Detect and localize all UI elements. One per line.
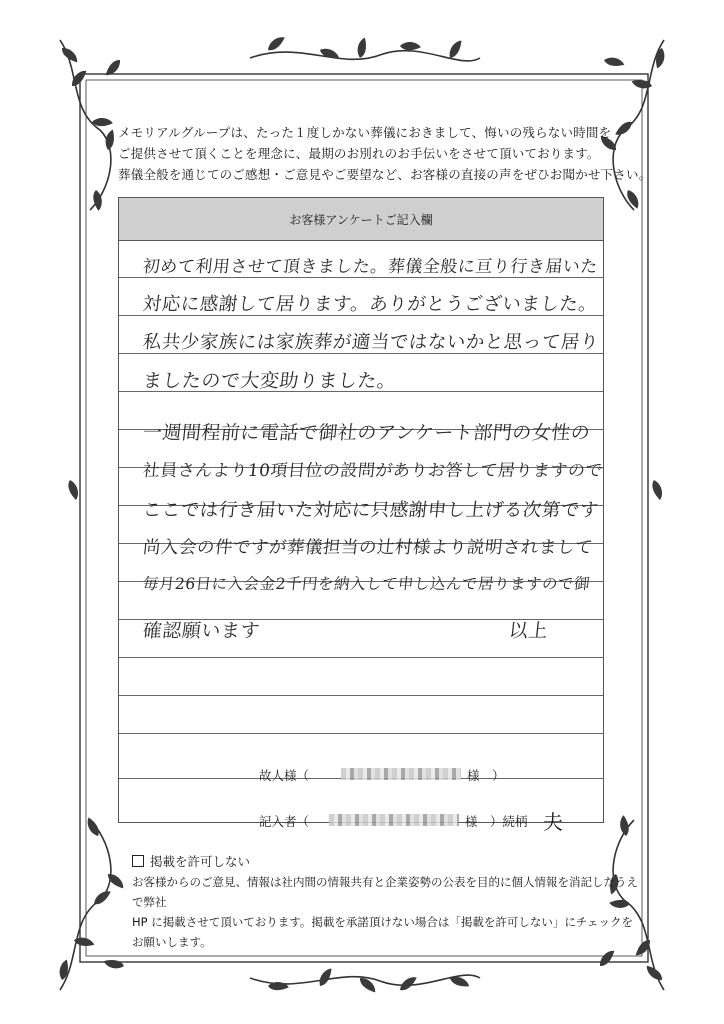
writer-suffix: 様 ）続柄 [465, 814, 528, 829]
handwritten-line: ここでは行き届いた対応に只感謝申し上げる次第です [141, 500, 600, 521]
handwritten-line: 毎月26日に入会金2千円を納入して申し込んで居りますので御 [141, 575, 591, 593]
handwritten-line: 私共少家族には家族葬が適当ではないかと思って居り [141, 332, 600, 353]
writer-label: 記入者（ [259, 814, 310, 829]
handwritten-line: 対応に感謝して居ります。ありがとうございました。 [141, 294, 599, 315]
handwritten-line: 一週間程前に電話で御社のアンケート部門の女性の [141, 422, 592, 444]
redacted-name [341, 768, 461, 780]
intro-line: メモリアルグループは、たった１度しかない葬儀におきまして、悔いの残らない時間を [118, 125, 612, 140]
handwritten-line: 確認願います [141, 620, 262, 642]
footer-note: HP に掲載させて頂いております。掲載を承諾頂けない場合は「掲載を許可しない」にチェックをお願いします。 [132, 915, 633, 949]
handwritten-line: 初めて利用させて頂きました。葬儀全般に亘り行き届いた [141, 257, 599, 277]
redacted-name [329, 814, 459, 826]
deceased-suffix: 様 ） [467, 768, 505, 783]
ruled-row [119, 658, 603, 696]
survey-form [118, 197, 604, 834]
handwritten-line: ましたので大変助りました。 [141, 370, 398, 392]
ruled-row [119, 696, 603, 734]
intro-line: 葬儀全般を通じてのご感想・ご意見やご要望など、お客様の直接の声をぜひお聞かせ下さい。 [118, 167, 652, 182]
optout-label: 掲載を許可しない [150, 854, 251, 869]
handwritten-closing: 以上 [507, 620, 550, 642]
handwritten-line: 社員さんより10項目位の設問がありお答して居りますので [141, 461, 604, 481]
intro-line: ご提供させて頂くことを理念に、最期のお別れのお手伝いをさせて頂いております。 [118, 146, 600, 161]
footer-notice [118, 852, 638, 952]
relation-handwritten: 夫 [543, 810, 563, 834]
deceased-label: 故人様（ [259, 768, 310, 783]
intro-text [118, 122, 652, 185]
optout-checkbox[interactable] [132, 855, 144, 867]
footer-note: お客様からのご意見、情報は社内間の情報共有と企業姿勢の公表を目的に個人情報を消記したうえで弊社 [132, 875, 638, 909]
handwritten-line: 尚入会の件ですが葬儀担当の辻村様より説明されまして [141, 538, 594, 558]
form-header: お客様アンケートご記入欄 [119, 198, 603, 241]
publish-optout [132, 852, 638, 872]
